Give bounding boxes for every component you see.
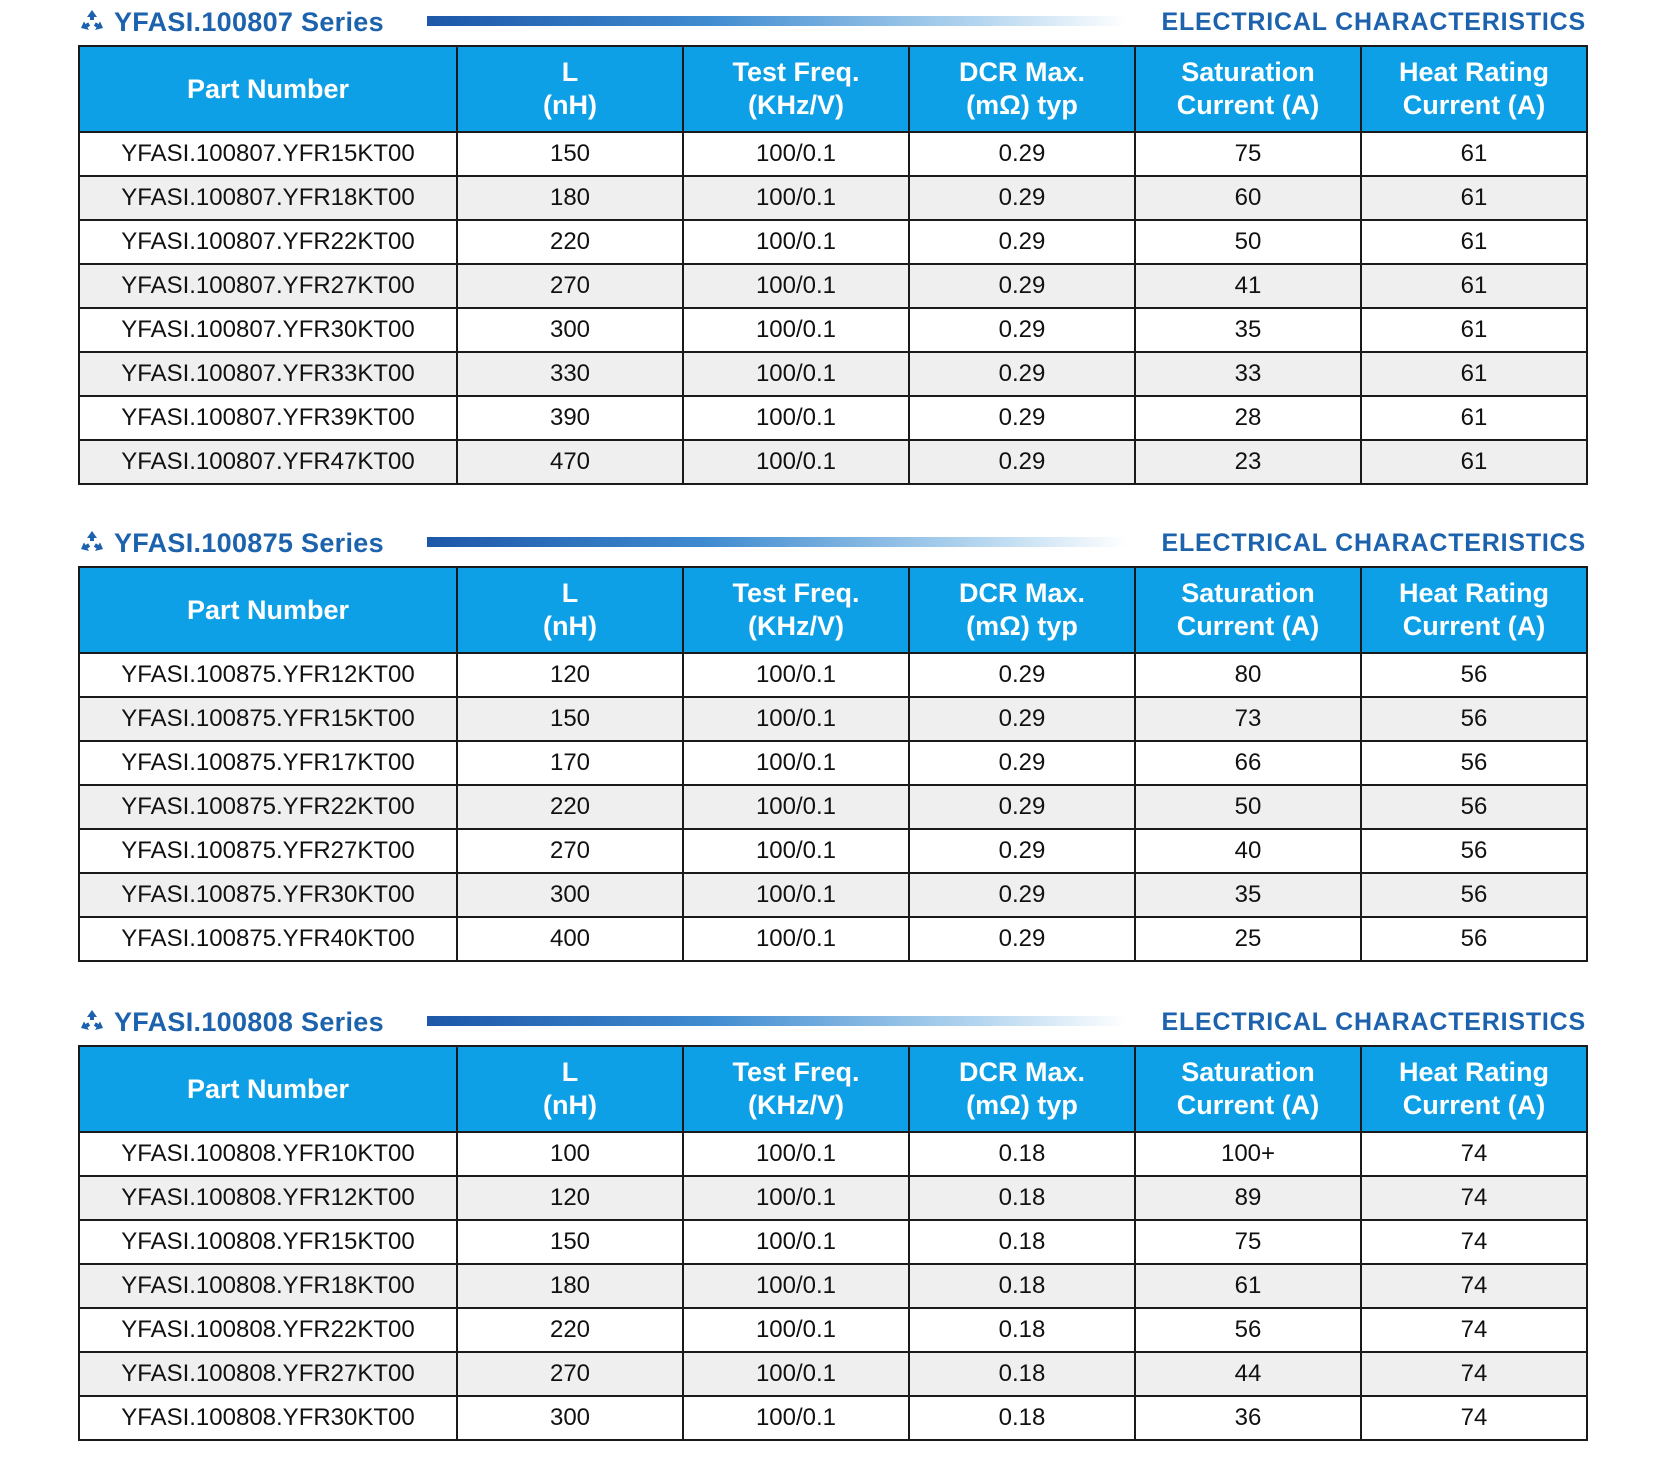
- inductance-cell: 170: [457, 741, 683, 785]
- test-freq-cell: 100/0.1: [683, 264, 909, 308]
- test-freq-cell: 100/0.1: [683, 697, 909, 741]
- col-header-part-number: Part Number: [79, 46, 457, 132]
- inductance-cell: 470: [457, 440, 683, 484]
- saturation-cell: 44: [1135, 1352, 1361, 1396]
- test-freq-cell: 100/0.1: [683, 741, 909, 785]
- col-header-heat-rating-current: Heat Rating Current (A): [1361, 567, 1587, 653]
- test-freq-cell: 100/0.1: [683, 308, 909, 352]
- heat-rating-cell: 74: [1361, 1220, 1587, 1264]
- test-freq-cell: 100/0.1: [683, 132, 909, 176]
- test-freq-cell: 100/0.1: [683, 1396, 909, 1440]
- series-title-text: YFASI.100875 Series: [114, 527, 384, 558]
- col-header-part-number: Part Number: [79, 1046, 457, 1132]
- inductance-cell: 220: [457, 220, 683, 264]
- inductance-cell: 400: [457, 917, 683, 961]
- part-number-cell: YFASI.100875.YFR40KT00: [79, 917, 457, 961]
- heat-rating-cell: 61: [1361, 132, 1587, 176]
- part-number-cell: YFASI.100875.YFR27KT00: [79, 829, 457, 873]
- col-header-inductance: L (nH): [457, 567, 683, 653]
- part-number-cell: YFASI.100807.YFR27KT00: [79, 264, 457, 308]
- dcr-cell: 0.18: [909, 1308, 1135, 1352]
- table-row: [79, 873, 1587, 917]
- inductance-cell: 270: [457, 264, 683, 308]
- heat-rating-cell: 61: [1361, 264, 1587, 308]
- table-row: [79, 1264, 1587, 1308]
- series-section-100807: [78, 0, 1586, 485]
- table-row: [79, 1132, 1587, 1176]
- test-freq-cell: 100/0.1: [683, 829, 909, 873]
- col-header-dcr: DCR Max. (mΩ) typ: [909, 567, 1135, 653]
- saturation-cell: 61: [1135, 1264, 1361, 1308]
- col-header-test-freq: Test Freq. (KHz/V): [683, 1046, 909, 1132]
- spec-table: [78, 45, 1588, 485]
- inductance-cell: 220: [457, 1308, 683, 1352]
- saturation-cell: 75: [1135, 1220, 1361, 1264]
- part-number-cell: YFASI.100808.YFR27KT00: [79, 1352, 457, 1396]
- dcr-cell: 0.29: [909, 917, 1135, 961]
- inductance-cell: 150: [457, 1220, 683, 1264]
- table-header-row: [79, 567, 1587, 653]
- inductance-cell: 120: [457, 1176, 683, 1220]
- saturation-cell: 35: [1135, 873, 1361, 917]
- header-gradient-line: [427, 16, 1127, 26]
- series-title-text: YFASI.100808 Series: [114, 1006, 384, 1037]
- inductance-cell: 220: [457, 785, 683, 829]
- electrical-characteristics-label: ELECTRICAL CHARACTERISTICS: [1161, 8, 1586, 36]
- dcr-cell: 0.18: [909, 1396, 1135, 1440]
- heat-rating-cell: 61: [1361, 176, 1587, 220]
- table-row: [79, 308, 1587, 352]
- inductance-cell: 120: [457, 653, 683, 697]
- table-row: [79, 917, 1587, 961]
- dcr-cell: 0.29: [909, 440, 1135, 484]
- col-header-test-freq: Test Freq. (KHz/V): [683, 46, 909, 132]
- heat-rating-cell: 61: [1361, 352, 1587, 396]
- inductance-cell: 270: [457, 829, 683, 873]
- saturation-cell: 50: [1135, 785, 1361, 829]
- inductance-cell: 180: [457, 1264, 683, 1308]
- saturation-cell: 36: [1135, 1396, 1361, 1440]
- saturation-cell: 75: [1135, 132, 1361, 176]
- part-number-cell: YFASI.100807.YFR33KT00: [79, 352, 457, 396]
- electrical-characteristics-label: ELECTRICAL CHARACTERISTICS: [1161, 529, 1586, 557]
- saturation-cell: 50: [1135, 220, 1361, 264]
- dcr-cell: 0.18: [909, 1352, 1135, 1396]
- table-row: [79, 697, 1587, 741]
- table-row: [79, 1220, 1587, 1264]
- part-number-cell: YFASI.100807.YFR22KT00: [79, 220, 457, 264]
- part-number-cell: YFASI.100875.YFR15KT00: [79, 697, 457, 741]
- series-header: [78, 1000, 1586, 1045]
- part-number-cell: YFASI.100808.YFR15KT00: [79, 1220, 457, 1264]
- test-freq-cell: 100/0.1: [683, 1352, 909, 1396]
- test-freq-cell: 100/0.1: [683, 1220, 909, 1264]
- col-header-test-freq: Test Freq. (KHz/V): [683, 567, 909, 653]
- dcr-cell: 0.29: [909, 308, 1135, 352]
- part-number-cell: YFASI.100807.YFR15KT00: [79, 132, 457, 176]
- table-row: [79, 396, 1587, 440]
- dcr-cell: 0.29: [909, 741, 1135, 785]
- part-number-cell: YFASI.100807.YFR39KT00: [79, 396, 457, 440]
- series-title: [78, 4, 384, 40]
- table-row: [79, 1308, 1587, 1352]
- col-header-inductance: L (nH): [457, 1046, 683, 1132]
- inductance-cell: 390: [457, 396, 683, 440]
- test-freq-cell: 100/0.1: [683, 440, 909, 484]
- test-freq-cell: 100/0.1: [683, 176, 909, 220]
- saturation-cell: 28: [1135, 396, 1361, 440]
- header-gradient-line: [427, 1016, 1127, 1026]
- spec-table: [78, 566, 1588, 962]
- spec-table: [78, 1045, 1588, 1441]
- inductance-cell: 150: [457, 697, 683, 741]
- saturation-cell: 56: [1135, 1308, 1361, 1352]
- electrical-characteristics-label: ELECTRICAL CHARACTERISTICS: [1161, 1008, 1586, 1036]
- heat-rating-cell: 74: [1361, 1264, 1587, 1308]
- col-header-saturation-current: Saturation Current (A): [1135, 1046, 1361, 1132]
- heat-rating-cell: 74: [1361, 1132, 1587, 1176]
- heat-rating-cell: 61: [1361, 220, 1587, 264]
- col-header-heat-rating-current: Heat Rating Current (A): [1361, 1046, 1587, 1132]
- dcr-cell: 0.29: [909, 873, 1135, 917]
- test-freq-cell: 100/0.1: [683, 785, 909, 829]
- table-header-row: [79, 46, 1587, 132]
- heat-rating-cell: 56: [1361, 917, 1587, 961]
- saturation-cell: 23: [1135, 440, 1361, 484]
- inductance-cell: 180: [457, 176, 683, 220]
- test-freq-cell: 100/0.1: [683, 1264, 909, 1308]
- inductance-cell: 300: [457, 308, 683, 352]
- recycle-icon: [78, 529, 106, 557]
- heat-rating-cell: 74: [1361, 1352, 1587, 1396]
- table-header-row: [79, 1046, 1587, 1132]
- header-gradient-line: [427, 537, 1127, 547]
- saturation-cell: 40: [1135, 829, 1361, 873]
- heat-rating-cell: 56: [1361, 785, 1587, 829]
- dcr-cell: 0.29: [909, 697, 1135, 741]
- part-number-cell: YFASI.100807.YFR18KT00: [79, 176, 457, 220]
- part-number-cell: YFASI.100808.YFR30KT00: [79, 1396, 457, 1440]
- col-header-inductance: L (nH): [457, 46, 683, 132]
- part-number-cell: YFASI.100808.YFR18KT00: [79, 1264, 457, 1308]
- part-number-cell: YFASI.100875.YFR17KT00: [79, 741, 457, 785]
- part-number-cell: YFASI.100807.YFR47KT00: [79, 440, 457, 484]
- series-header: [78, 0, 1586, 45]
- test-freq-cell: 100/0.1: [683, 873, 909, 917]
- series-section-100808: [78, 1000, 1586, 1441]
- dcr-cell: 0.29: [909, 176, 1135, 220]
- part-number-cell: YFASI.100808.YFR10KT00: [79, 1132, 457, 1176]
- saturation-cell: 35: [1135, 308, 1361, 352]
- inductance-cell: 100: [457, 1132, 683, 1176]
- test-freq-cell: 100/0.1: [683, 1308, 909, 1352]
- table-row: [79, 1396, 1587, 1440]
- col-header-saturation-current: Saturation Current (A): [1135, 567, 1361, 653]
- heat-rating-cell: 61: [1361, 396, 1587, 440]
- col-header-saturation-current: Saturation Current (A): [1135, 46, 1361, 132]
- heat-rating-cell: 74: [1361, 1396, 1587, 1440]
- part-number-cell: YFASI.100875.YFR22KT00: [79, 785, 457, 829]
- inductance-cell: 270: [457, 1352, 683, 1396]
- table-row: [79, 440, 1587, 484]
- heat-rating-cell: 74: [1361, 1176, 1587, 1220]
- table-row: [79, 1352, 1587, 1396]
- test-freq-cell: 100/0.1: [683, 1132, 909, 1176]
- col-header-heat-rating-current: Heat Rating Current (A): [1361, 46, 1587, 132]
- table-row: [79, 132, 1587, 176]
- heat-rating-cell: 74: [1361, 1308, 1587, 1352]
- part-number-cell: YFASI.100808.YFR12KT00: [79, 1176, 457, 1220]
- part-number-cell: YFASI.100808.YFR22KT00: [79, 1308, 457, 1352]
- saturation-cell: 25: [1135, 917, 1361, 961]
- series-section-100875: [78, 521, 1586, 962]
- dcr-cell: 0.18: [909, 1220, 1135, 1264]
- part-number-cell: YFASI.100807.YFR30KT00: [79, 308, 457, 352]
- saturation-cell: 33: [1135, 352, 1361, 396]
- heat-rating-cell: 56: [1361, 653, 1587, 697]
- saturation-cell: 73: [1135, 697, 1361, 741]
- heat-rating-cell: 61: [1361, 440, 1587, 484]
- table-row: [79, 1176, 1587, 1220]
- table-row: [79, 264, 1587, 308]
- inductance-cell: 300: [457, 1396, 683, 1440]
- dcr-cell: 0.29: [909, 829, 1135, 873]
- dcr-cell: 0.29: [909, 132, 1135, 176]
- part-number-cell: YFASI.100875.YFR12KT00: [79, 653, 457, 697]
- test-freq-cell: 100/0.1: [683, 396, 909, 440]
- heat-rating-cell: 56: [1361, 697, 1587, 741]
- col-header-dcr: DCR Max. (mΩ) typ: [909, 46, 1135, 132]
- saturation-cell: 100+: [1135, 1132, 1361, 1176]
- heat-rating-cell: 61: [1361, 308, 1587, 352]
- saturation-cell: 66: [1135, 741, 1361, 785]
- test-freq-cell: 100/0.1: [683, 352, 909, 396]
- table-row: [79, 352, 1587, 396]
- saturation-cell: 41: [1135, 264, 1361, 308]
- table-row: [79, 653, 1587, 697]
- table-row: [79, 220, 1587, 264]
- dcr-cell: 0.29: [909, 264, 1135, 308]
- dcr-cell: 0.18: [909, 1264, 1135, 1308]
- table-row: [79, 829, 1587, 873]
- inductance-cell: 300: [457, 873, 683, 917]
- dcr-cell: 0.29: [909, 653, 1135, 697]
- series-header: [78, 521, 1586, 566]
- col-header-dcr: DCR Max. (mΩ) typ: [909, 1046, 1135, 1132]
- series-title-text: YFASI.100807 Series: [114, 6, 384, 37]
- heat-rating-cell: 56: [1361, 873, 1587, 917]
- dcr-cell: 0.29: [909, 785, 1135, 829]
- saturation-cell: 80: [1135, 653, 1361, 697]
- series-title: [78, 1004, 384, 1040]
- dcr-cell: 0.18: [909, 1176, 1135, 1220]
- dcr-cell: 0.29: [909, 220, 1135, 264]
- inductance-cell: 330: [457, 352, 683, 396]
- saturation-cell: 89: [1135, 1176, 1361, 1220]
- saturation-cell: 60: [1135, 176, 1361, 220]
- inductance-cell: 150: [457, 132, 683, 176]
- table-row: [79, 785, 1587, 829]
- heat-rating-cell: 56: [1361, 829, 1587, 873]
- part-number-cell: YFASI.100875.YFR30KT00: [79, 873, 457, 917]
- test-freq-cell: 100/0.1: [683, 220, 909, 264]
- table-row: [79, 176, 1587, 220]
- col-header-part-number: Part Number: [79, 567, 457, 653]
- dcr-cell: 0.29: [909, 396, 1135, 440]
- heat-rating-cell: 56: [1361, 741, 1587, 785]
- test-freq-cell: 100/0.1: [683, 653, 909, 697]
- test-freq-cell: 100/0.1: [683, 1176, 909, 1220]
- recycle-icon: [78, 1008, 106, 1036]
- table-row: [79, 741, 1587, 785]
- dcr-cell: 0.29: [909, 352, 1135, 396]
- recycle-icon: [78, 8, 106, 36]
- series-title: [78, 525, 384, 561]
- dcr-cell: 0.18: [909, 1132, 1135, 1176]
- test-freq-cell: 100/0.1: [683, 917, 909, 961]
